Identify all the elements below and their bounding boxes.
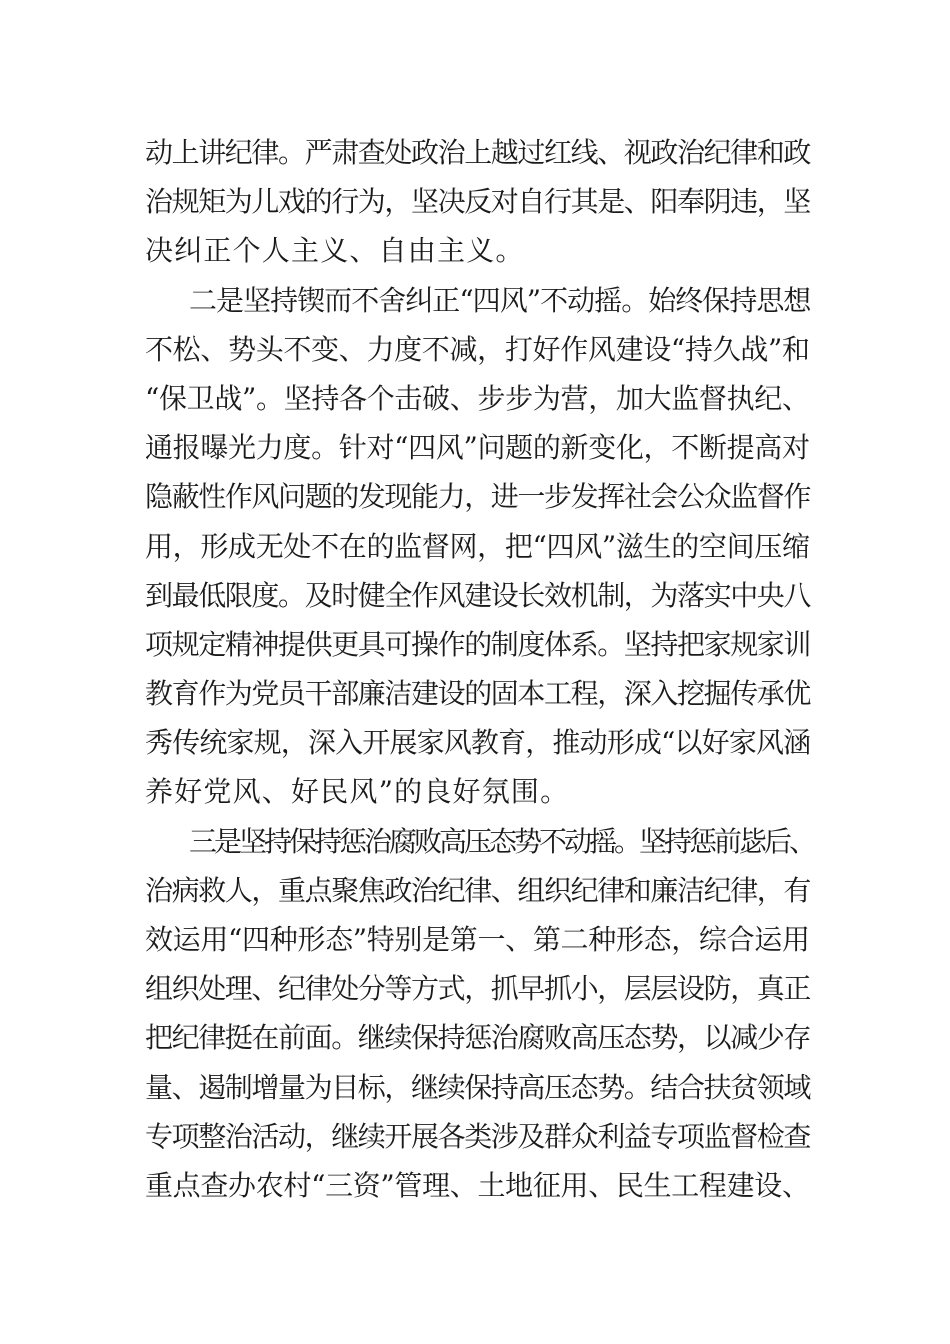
text-line: “保卫战”。坚持各个击破、步步为营，加大监督执纪、 — [145, 381, 810, 415]
text-line: 治病救人，重点聚焦政治纪律、组织纪律和廉洁纪律，有 — [145, 873, 811, 907]
paragraph-first-line: 二是坚持锲而不舍纠正“四风”不动摇。始终保持思想 — [189, 283, 811, 317]
text-line: 秀传统家规，深入开展家风教育，推动形成“以好家风涵 — [145, 726, 811, 760]
body-text — [145, 128, 815, 1210]
text-line: 项规定精神提供更具可操作的制度体系。坚持把家规家训 — [145, 627, 811, 661]
text-line: 组织处理、纪律处分等方式，抓早抓小，层层设防，真正 — [145, 972, 811, 1006]
text-line: 重点查办农村“三资”管理、土地征用、民生工程建设、 — [145, 1168, 810, 1202]
text-line: 隐蔽性作风问题的发现能力，进一步发挥社会公众监督作 — [145, 480, 811, 514]
paragraph-first-line: 三是坚持保持惩治腐败高压态势不动摇。坚持惩前毖后、 — [189, 824, 815, 858]
text-line: 养好党风、好民风”的良好氛围。 — [145, 775, 570, 809]
text-line: 用，形成无处不在的监督网，把“四风”滋生的空间压缩 — [145, 529, 810, 563]
text-line: 效运用“四种形态”特别是第一、第二种形态，综合运用 — [145, 923, 810, 956]
text-line: 专项整治活动，继续开展各类涉及群众利益专项监督检查 — [145, 1119, 811, 1153]
text-line: 决纠正个人主义、自由主义。 — [145, 234, 525, 268]
text-line: 量、遏制增量为目标，继续保持高压态势。结合扶贫领域 — [145, 1070, 811, 1104]
text-line: 动上讲纪律。严肃查处政治上越过红线、视政治纪律和政 — [145, 136, 811, 169]
text-line: 把纪律挺在前面。继续保持惩治腐败高压态势，以减少存 — [145, 1021, 811, 1055]
text-line: 通报曝光力度。针对“四风”问题的新变化，不断提高对 — [145, 431, 810, 465]
text-line: 到最低限度。及时健全作风建设长效机制，为落实中央八 — [145, 578, 811, 612]
text-line: 教育作为党员干部廉洁建设的固本工程，深入挖掘传承优 — [145, 677, 811, 711]
text-line: 不松、势头不变、力度不减，打好作风建设“持久战”和 — [145, 332, 810, 366]
text-line: 治规矩为儿戏的行为，坚决反对自行其是、阳奉阴违，坚 — [145, 185, 811, 219]
